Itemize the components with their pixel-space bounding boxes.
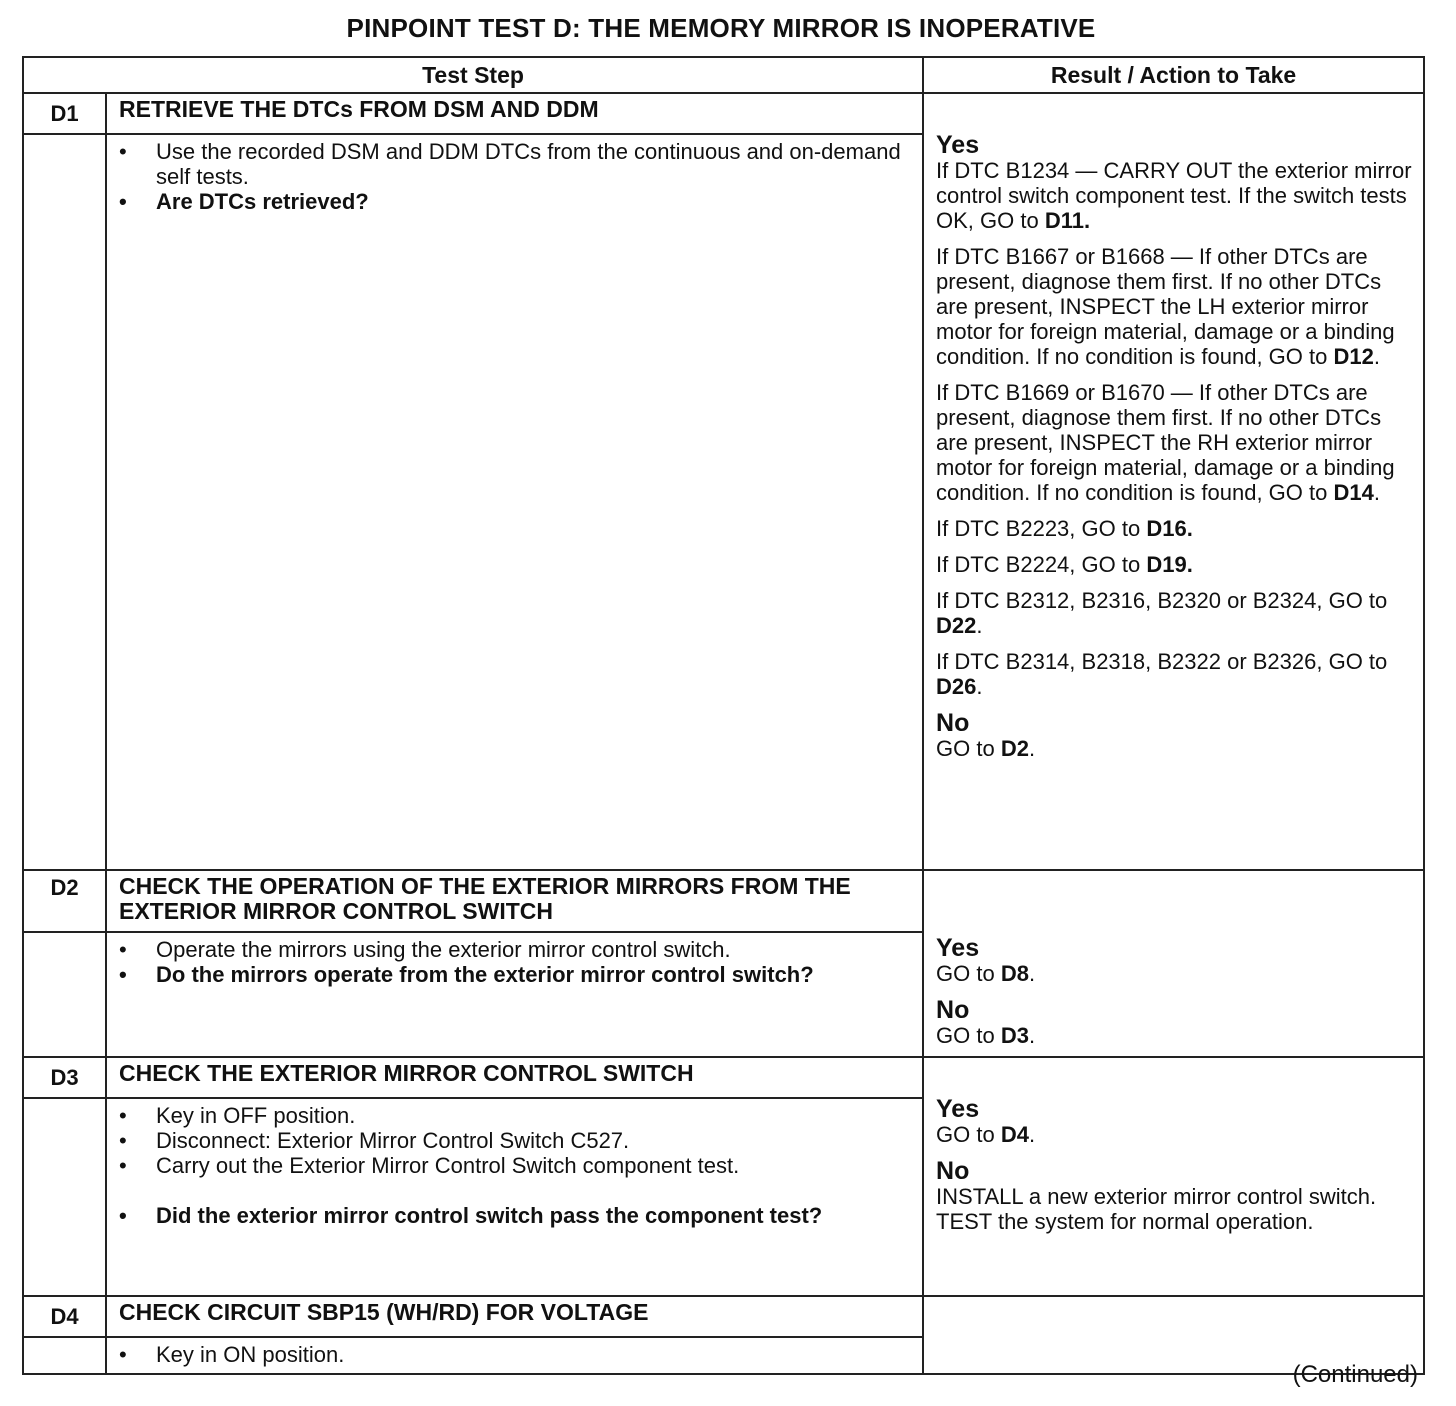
- result-line: If DTC B2223, GO to D16.: [936, 516, 1193, 541]
- step-instructions: [106, 932, 923, 1057]
- pinpoint-test-table: [22, 56, 1425, 1375]
- step-d3-header-row: [23, 1057, 1424, 1098]
- step-d1-header-row: [23, 93, 1424, 134]
- step-instructions: [106, 1337, 923, 1374]
- step-ref: D4: [1000, 1122, 1029, 1147]
- instruction-bullet: • Use the recorded DSM and DDM DTCs from the continuous and on-demand self tests.: [119, 139, 910, 189]
- step-code-blank: [23, 932, 106, 1057]
- step-d2-result: [923, 870, 1424, 1057]
- result-line: If DTC B1669 or B1670 — If other DTCs are present, diagnose them first. If no other DTCs are present, INSPECT the RH exterior mirror motor for foreign material, damage or a binding condition. If no condition is found, GO to D14.: [936, 380, 1395, 505]
- page-title: PINPOINT TEST D: THE MEMORY MIRROR IS INOPERATIVE: [346, 13, 1096, 43]
- step-code-blank: [23, 134, 106, 870]
- instruction-question: • Are DTCs retrieved?: [119, 189, 910, 214]
- step-instructions: [106, 1098, 923, 1296]
- result-line: GO to D3.: [936, 1023, 1036, 1048]
- step-d2-header-row: [23, 870, 1424, 932]
- instruction-bullet: • Operate the mirrors using the exterior mirror control switch.: [119, 937, 910, 962]
- step-ref: D12: [1333, 344, 1374, 369]
- result-line: GO to D2.: [936, 736, 1036, 761]
- no-label: No: [936, 996, 970, 1024]
- step-code-blank: [23, 1098, 106, 1296]
- step-ref: D14: [1333, 480, 1374, 505]
- step-ref: D26: [936, 674, 977, 699]
- step-code-blank: [23, 1337, 106, 1374]
- continued-note: (Continued): [1292, 1361, 1418, 1388]
- step-code: D1: [23, 93, 106, 134]
- step-ref: D19: [1146, 552, 1187, 577]
- result-line: If DTC B2314, B2318, B2322 or B2326, GO to D26.: [936, 649, 1388, 699]
- step-code: D3: [23, 1057, 106, 1098]
- test-step-header: Test Step: [23, 57, 923, 93]
- yes-label: Yes: [936, 131, 980, 159]
- instruction-question: • Did the exterior mirror control switch pass the component test?: [119, 1203, 910, 1228]
- step-code: D2: [23, 870, 106, 932]
- result-line: INSTALL a new exterior mirror control switch. TEST the system for normal operation.: [936, 1184, 1377, 1234]
- instruction-question: • Do the mirrors operate from the exterior mirror control switch?: [119, 962, 910, 987]
- step-instructions: [106, 134, 923, 870]
- step-ref: D3: [1000, 1023, 1029, 1048]
- step-ref: D8: [1000, 961, 1029, 986]
- result-header: Result / Action to Take: [923, 57, 1424, 93]
- result-line: GO to D8.: [936, 961, 1036, 986]
- instruction-bullet: • Carry out the Exterior Mirror Control Switch component test.: [119, 1153, 910, 1178]
- result-line: If DTC B1667 or B1668 — If other DTCs are present, diagnose them first. If no other DTCs are present, INSPECT the LH exterior mirror motor for foreign material, damage or a binding condition. If no condition is found, GO to D12.: [936, 244, 1395, 369]
- instruction-bullet: • Key in OFF position.: [119, 1103, 910, 1128]
- step-title: CHECK THE EXTERIOR MIRROR CONTROL SWITCH: [106, 1057, 923, 1098]
- result-line: If DTC B1234 — CARRY OUT the exterior mirror control switch component test. If the switch tests OK, GO to D11.: [936, 158, 1412, 233]
- step-title: CHECK THE OPERATION OF THE EXTERIOR MIRRORS FROM THE EXTERIOR MIRROR CONTROL SWITCH: [106, 870, 923, 932]
- yes-label: Yes: [936, 934, 980, 962]
- table-header-row: [23, 57, 1424, 93]
- no-label: No: [936, 1157, 970, 1185]
- step-title: CHECK CIRCUIT SBP15 (WH/RD) FOR VOLTAGE: [106, 1296, 923, 1337]
- result-line: GO to D4.: [936, 1122, 1036, 1147]
- step-title: RETRIEVE THE DTCs FROM DSM AND DDM: [106, 93, 923, 134]
- yes-label: Yes: [936, 1095, 980, 1123]
- step-code: D4: [23, 1296, 106, 1337]
- step-ref: D11: [1044, 208, 1084, 233]
- no-label: No: [936, 709, 970, 737]
- result-line: If DTC B2312, B2316, B2320 or B2324, GO to D22.: [936, 588, 1388, 638]
- step-d1-result: [923, 93, 1424, 870]
- step-ref: D16: [1146, 516, 1187, 541]
- instruction-bullet: • Key in ON position.: [119, 1342, 910, 1367]
- step-ref: D2: [1000, 736, 1029, 761]
- step-ref: D22: [936, 613, 977, 638]
- instruction-bullet: • Disconnect: Exterior Mirror Control Switch C527.: [119, 1128, 910, 1153]
- step-d3-result: [923, 1057, 1424, 1296]
- result-line: If DTC B2224, GO to D19.: [936, 552, 1193, 577]
- step-d4-header-row: [23, 1296, 1424, 1337]
